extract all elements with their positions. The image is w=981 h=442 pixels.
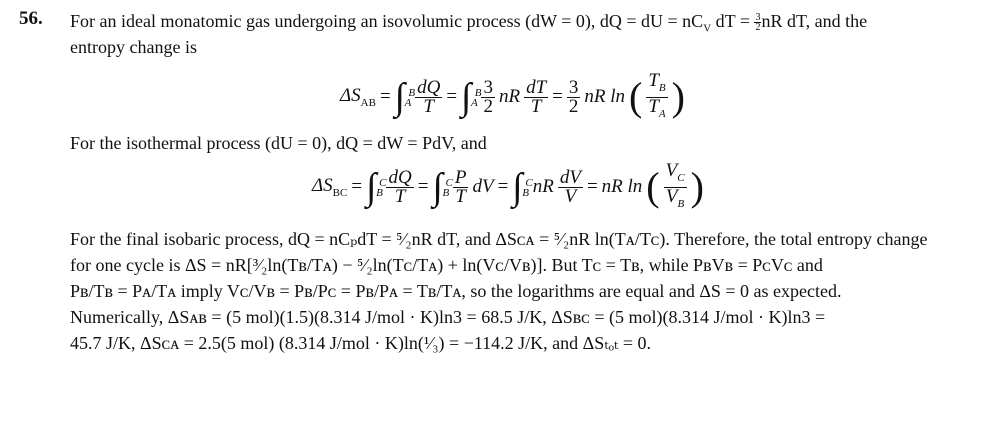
eq2-frac-p-t: $\frac{P}{T}$ [454, 166, 467, 207]
para-line-1: For the final isobaric process, dQ = nCₚdT = ⁵⁄₂nR dT, and ΔSᴄᴀ = ⁵⁄₂nR ln(Tᴀ/Tᴄ). Therefore, the total entropy change [70, 229, 928, 249]
para-line-5: 45.7 J/K, ΔSᴄᴀ = 2.5(5 mol) (8.314 J/mol · K)ln(¹⁄₃) = −114.2 J/K, and ΔSₜₒₜ = 0. [70, 333, 651, 353]
eq1-coef: $\frac{3}{2}$ [483, 76, 493, 117]
intro-frac-top: 3 [755, 12, 761, 24]
eq1-integral-1: ∫ B A [394, 76, 416, 119]
eq2-ratio: $\frac{V_C}{V_B}$ [665, 160, 685, 210]
para-line-2: for one cycle is ΔS = nR[³⁄₂ln(Tʙ/Tᴀ) − ⁵⁄₂ln(Tᴄ/Tᴀ) + ln(Vᴄ/Vʙ)]. But Tᴄ = Tʙ, while PʙVʙ = PᴄVᴄ and [70, 255, 823, 275]
eq1-frac-dq-t: $\frac{dQ}{T}$ [417, 76, 441, 117]
intro-line-2: entropy change is [70, 37, 197, 57]
eq2-integral-2: ∫ C B [432, 166, 453, 209]
eq2-frac-dq-t: $\frac{dQ}{T}$ [388, 166, 412, 207]
eq1-coef-2: $\frac{3}{2}$ [568, 76, 579, 117]
eq2-integral-1: ∫ C B [366, 166, 387, 209]
eq2-rhs: nR ln [601, 176, 643, 198]
eq1-integral-2: ∫ B A [461, 76, 482, 119]
intro-tail-b: nR dT, and the [761, 11, 868, 31]
equation-delta-s-bc: $\Delta S_{BC}$ = ∫ C B $\frac{dQ}{T}$ = ∫ C B $\frac{P}{T}$ dV = ∫ C B nR $\frac{dV}{V}$ = nR ln ( $\frac{V_C}{V_B}$ ) [312, 162, 704, 213]
eq1-frac-dt-t: $\frac{dT}{T}$ [526, 76, 547, 117]
problem-number: 56. [19, 8, 43, 29]
intro-tail-a: dT = [711, 11, 755, 31]
eq1-rhs: nR ln [584, 86, 625, 108]
eq2-mid: nR [532, 176, 554, 198]
equation-delta-s-ab: $\Delta S_{AB}$ = ∫ B A $\frac{dQ}{T}$ = ∫ B A $\frac{3}{2}$ nR $\frac{dT}{T}$ = $\frac{3}{2}$ nR ln ( $\frac{T_B}{T_A}$ ) [340, 72, 685, 123]
intro-text: For an ideal monatomic gas undergoing an isovolumic process (dW = 0), dQ = dU = nC [70, 11, 704, 31]
eq2-frac-dv-v: $\frac{dV}{V}$ [559, 166, 581, 207]
eq2-lhs: $\Delta S_{BC}$ [312, 175, 348, 200]
eq1-equals: = [379, 86, 391, 108]
intro-frac-bot: 2 [755, 22, 761, 34]
isothermal-line: For the isothermal process (dU = 0), dQ = dW = PdV, and [70, 133, 487, 153]
para-line-4: Numerically, ΔSᴀʙ = (5 mol)(1.5)(8.314 J/mol · K)ln3 = 68.5 J/K, ΔSʙᴄ = (5 mol)(8.314 J/mol · K)ln3 = [70, 307, 826, 327]
eq2-integral-3: ∫ C B [512, 166, 533, 209]
eq1-lhs: $\Delta S_{AB}$ [340, 85, 376, 110]
para-line-3: Pʙ/Tʙ = Pᴀ/Tᴀ imply Vᴄ/Vʙ = Pʙ/Pᴄ = Pʙ/Pᴀ = Tʙ/Tᴀ, so the logarithms are equal and ΔS = 0 as expected. [70, 281, 842, 301]
eq1-ratio: $\frac{T_B}{T_A}$ [648, 70, 666, 120]
eq2-dv: dV [472, 176, 494, 198]
eq1-mid: nR [498, 86, 521, 108]
intro-sub: V [703, 22, 712, 35]
